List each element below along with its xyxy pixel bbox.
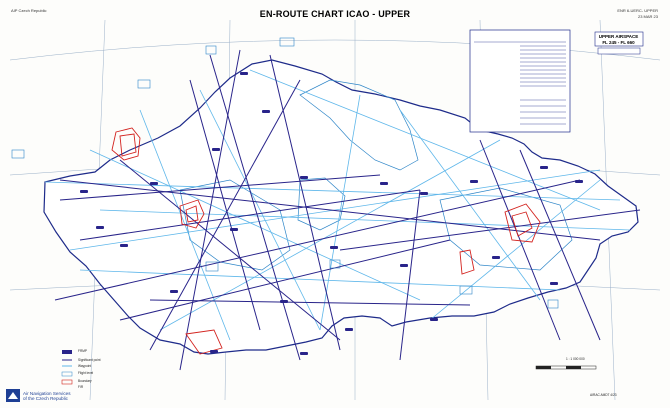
header-right: ENR 6-UERC- UPPER — [617, 8, 658, 13]
legend-block — [62, 350, 72, 384]
upper-airspace-band: FL 245 - FL 660 — [602, 39, 635, 45]
scale-bar — [536, 366, 596, 369]
upper-airspace-heading: UPPER AIRSPACE — [598, 34, 639, 39]
footer-right: AIRAC AMDT 4/23 — [590, 393, 617, 397]
organization-name — [23, 391, 71, 401]
header-date: 23 MAR 23 — [637, 14, 658, 19]
info-panels — [470, 30, 643, 132]
legend-item: Significant point — [78, 358, 101, 362]
legend-item: Boundary — [78, 379, 92, 383]
header-left: AIP Czech Republic — [11, 8, 47, 13]
legend-item: Flight level — [78, 371, 94, 375]
legend-item: FIR — [78, 385, 84, 389]
org-line-1: Air Navigation Services — [23, 391, 71, 396]
legend-item: FRMP — [78, 349, 88, 353]
logo-icon — [6, 389, 20, 402]
org-line-2: of the Czech Republic — [23, 396, 68, 401]
chart-title: EN-ROUTE CHART ICAO - UPPER — [259, 9, 411, 19]
legend-item: Waypoint — [78, 364, 92, 368]
upper-airspace-box — [595, 34, 642, 45]
scale-text: 1 : 1 000 000 — [566, 357, 585, 361]
